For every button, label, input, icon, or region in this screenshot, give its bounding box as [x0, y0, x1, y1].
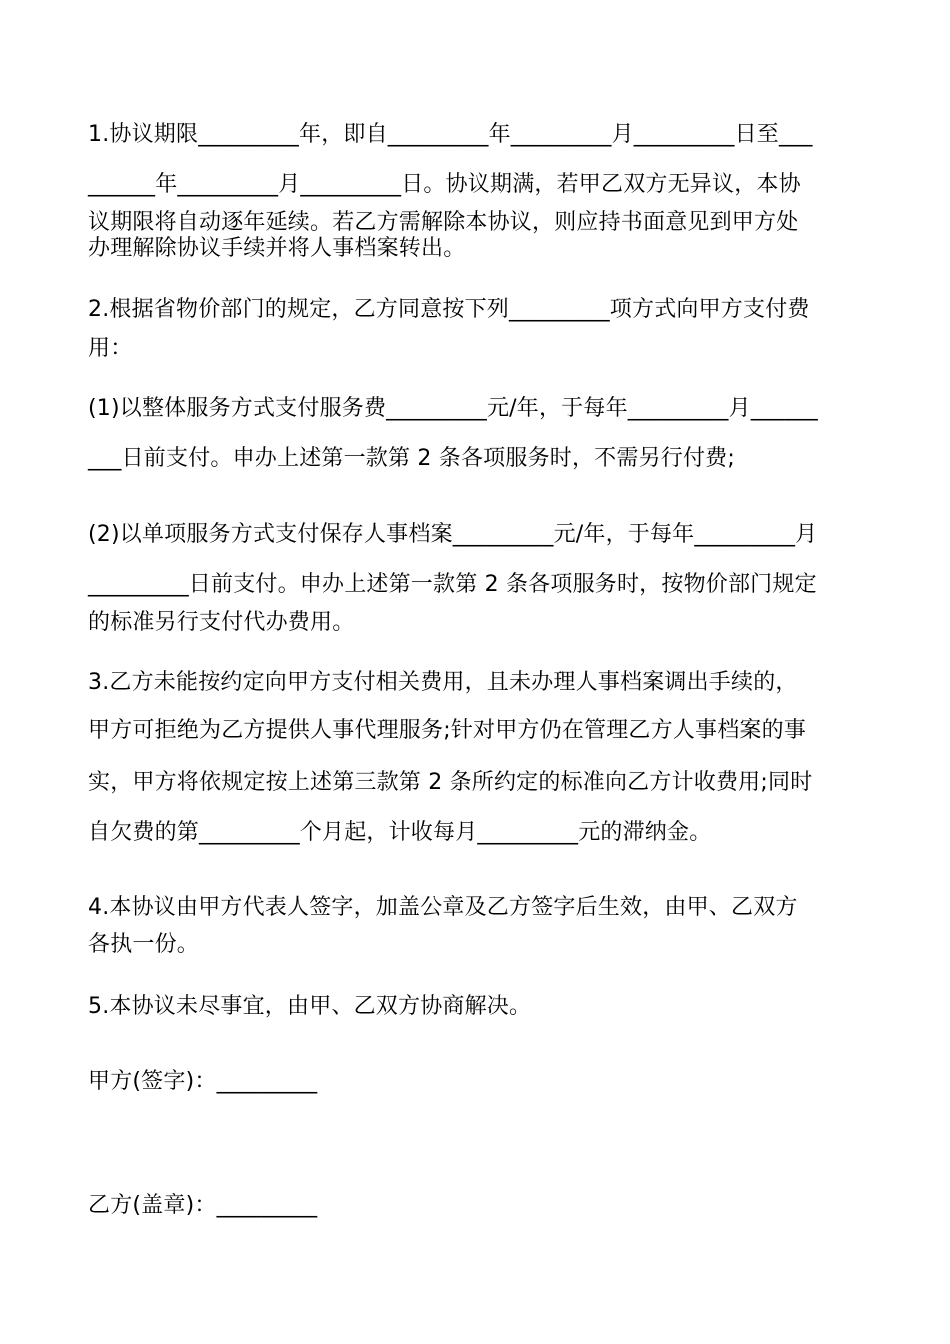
- party-b-seal-line: 乙方(盖章)：_________: [88, 1193, 318, 1218]
- clause-3-line-2: 甲方可拒绝为乙方提供人事代理服务;针对甲方仍在管理乙方人事档案的事: [88, 718, 807, 743]
- clause-4-line-2: 各执一份。: [88, 932, 200, 957]
- clause-2-1-line-2: ___日前支付。申办上述第一款第 2 条各项服务时，不需另行付费;: [88, 446, 735, 471]
- clause-2-1-line-1: (1)以整体服务方式支付服务费_________元/年，于每年_________月______: [88, 396, 818, 421]
- clause-1-line-2: ______年_________月_________日。协议期满，若甲乙双方无异议，本协: [88, 172, 801, 197]
- clause-1-line-3: 议期限将自动逐年延续。若乙方需解除本协议，则应持书面意见到甲方处: [88, 210, 799, 235]
- clause-1-line-1: 1.协议期限_________年，即自_________年_________月_________日至___: [88, 122, 813, 147]
- party-a-signature-line: 甲方(签字)：_________: [88, 1069, 318, 1094]
- clause-2-2-line-3: 的标准另行支付代办费用。: [88, 610, 355, 635]
- clause-2-line-1: 2.根据省物价部门的规定，乙方同意按下列_________项方式向甲方支付费: [88, 297, 810, 322]
- clause-2-2-line-2: _________日前支付。申办上述第一款第 2 条各项服务时，按物价部门规定: [88, 572, 817, 597]
- clause-2-2-line-1: (2)以单项服务方式支付保存人事档案_________元/年，于每年_________月: [88, 522, 818, 547]
- clause-4-line-1: 4.本协议由甲方代表人签字，加盖公章及乙方签字后生效，由甲、乙双方: [88, 895, 798, 920]
- clause-3-line-3: 实，甲方将依规定按上述第三款第 2 条所约定的标准向乙方计收费用;同时: [88, 770, 813, 795]
- clause-1-line-4: 办理解除协议手续并将人事档案转出。: [88, 236, 466, 261]
- clause-5-line-1: 5.本协议未尽事宜，由甲、乙双方协商解决。: [88, 994, 532, 1019]
- clause-3-line-1: 3.乙方未能按约定向甲方支付相关费用，且未办理人事档案调出手续的，: [88, 670, 798, 695]
- clause-2-line-2: 用：: [88, 336, 133, 361]
- clause-3-line-4: 自欠费的第_________个月起，计收每月_________元的滞纳金。: [88, 820, 712, 845]
